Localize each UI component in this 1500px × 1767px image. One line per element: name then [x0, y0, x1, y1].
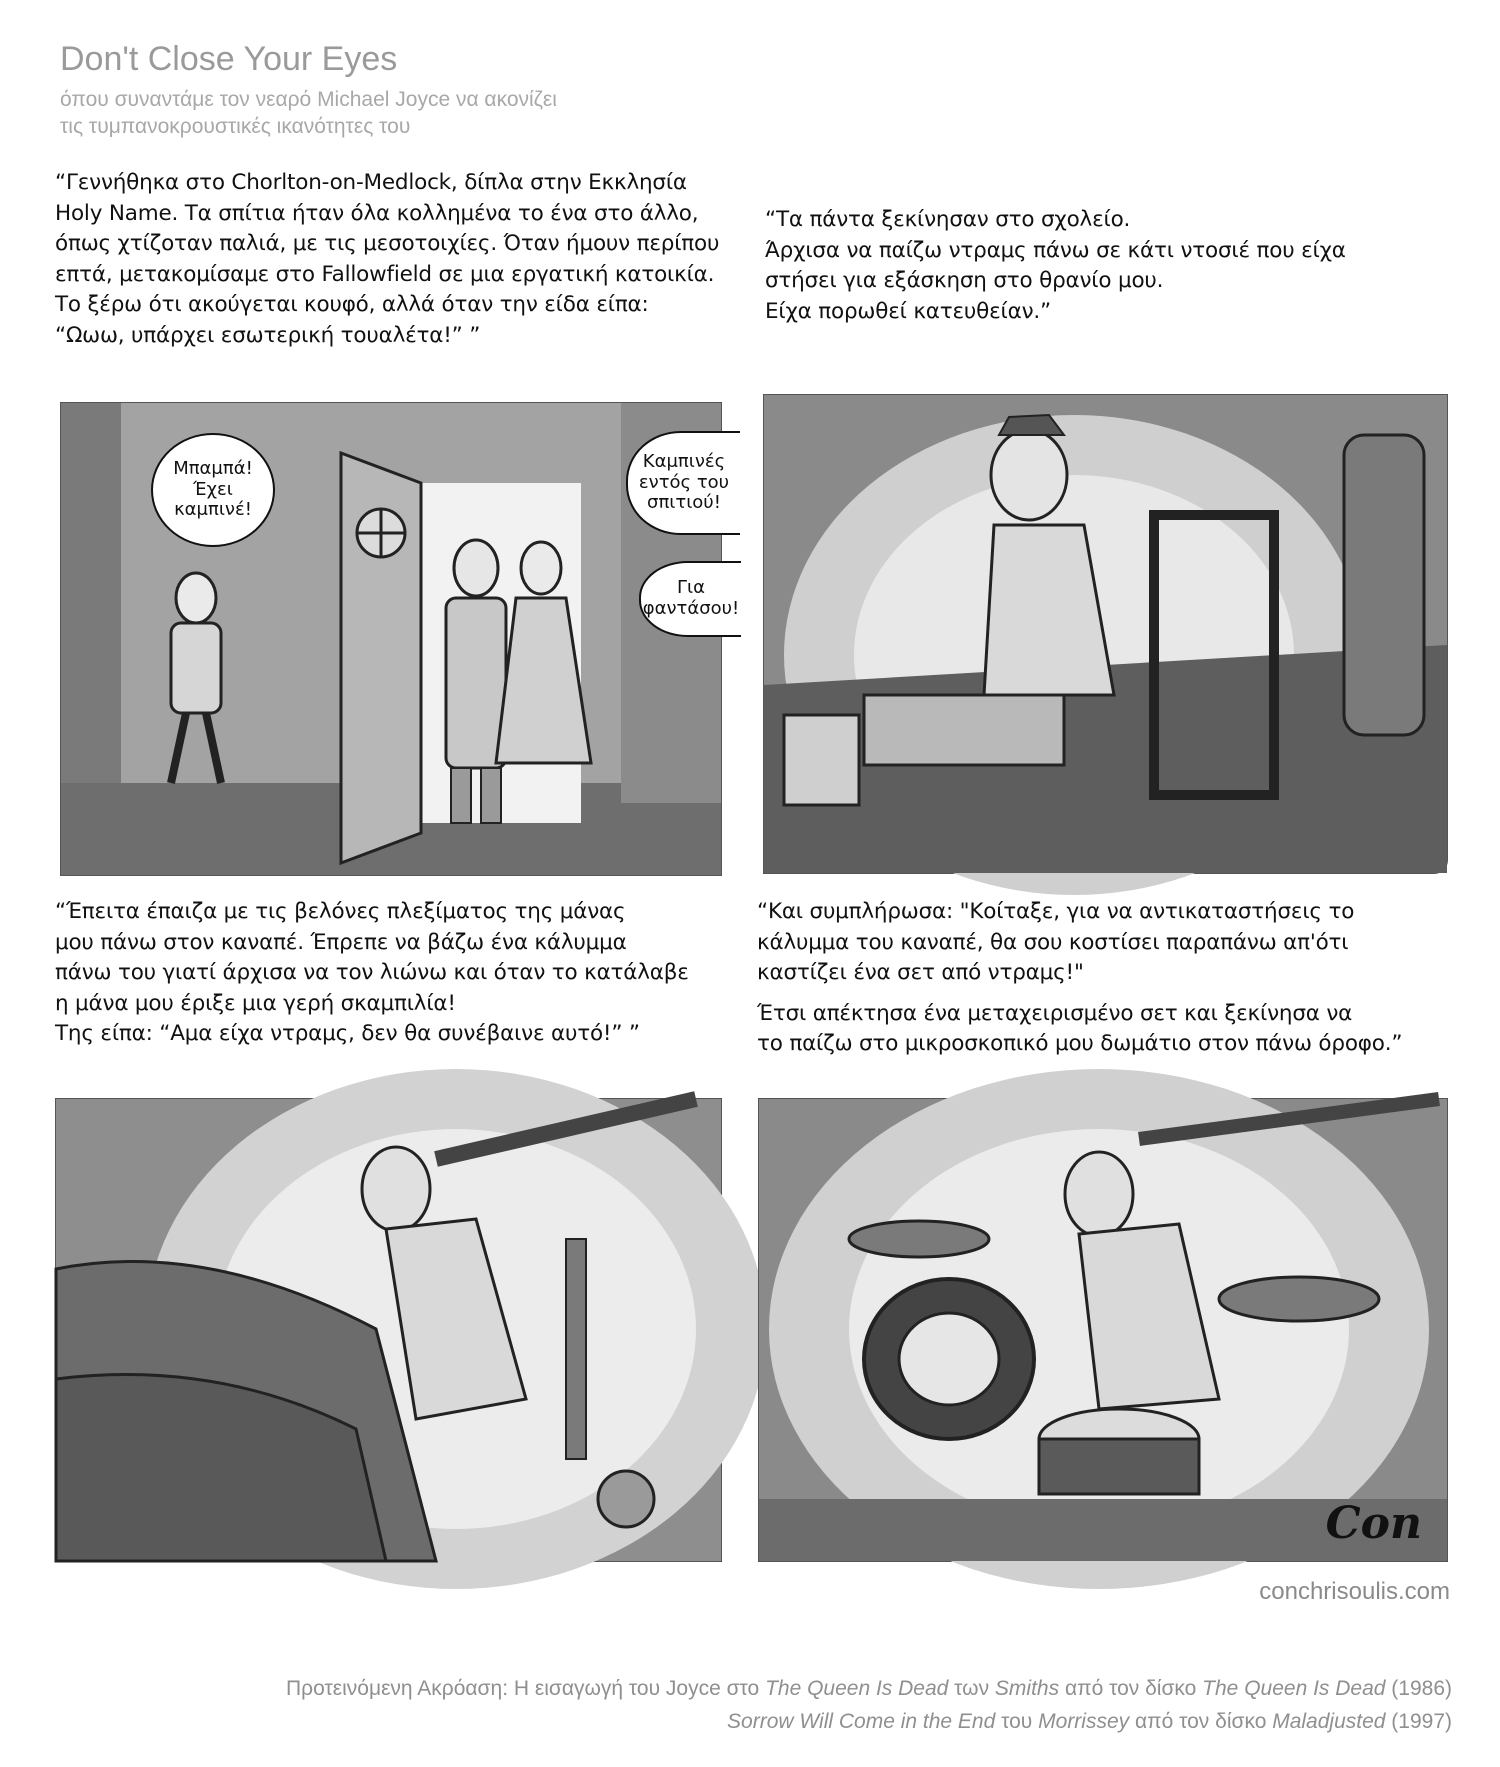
album-title: The Queen Is Dead	[1202, 1677, 1386, 1700]
bubble-line: Μπαμπά!	[173, 457, 253, 479]
panel-1-doorway	[60, 402, 740, 876]
bubble-line: Για	[677, 577, 705, 599]
caption-line: “Γεννήθηκα στο Chorlton-on-Medlock, δίπλα στην Εκκλησία	[55, 170, 687, 195]
album-year: (1986)	[1385, 1677, 1452, 1700]
caption-line: Άρχισα να παίζω ντραμς πάνω σε κάτι ντοσιέ που είχα	[765, 237, 1346, 263]
subtitle-line: όπου συναντάμε τον νεαρό Michael Joyce να ακονίζει	[60, 88, 557, 111]
artist-signature: Con	[1325, 1498, 1422, 1549]
website-link[interactable]: conchrisoulis.com	[1259, 1578, 1450, 1605]
caption-panel-2	[765, 205, 1346, 327]
footer-text: από τον δίσκο	[1129, 1709, 1273, 1733]
caption-line: Holy Name. Τα σπίτια ήταν όλα κολλημένα το ένα στο άλλο,	[55, 200, 699, 226]
caption-line: “Έπειτα έπαιζα με τις βελόνες πλεξίματος της μάνας	[55, 899, 626, 924]
panel-3-sofa	[55, 1098, 722, 1562]
caption-line: Της είπα: “Αμα είχα ντραμς, δεν θα συνέβαινε αυτό!” ”	[55, 1021, 640, 1047]
caption-line: Το ξέρω ότι ακούγεται κουφό, αλλά όταν την είδα είπα:	[55, 292, 649, 318]
bubble-line: Καμπινές	[642, 450, 726, 472]
caption-line: καστίζει ένα σετ από ντραμς!"	[757, 960, 1084, 986]
speech-bubble-mother	[639, 561, 741, 637]
caption-line: “Και συμπλήρωσα: "Κοίταξε, για να αντικαταστήσεις το	[757, 899, 1355, 924]
caption-line: το παίζω στο μικροσκοπικό μου δωμάτιο στον πάνω όροφο.”	[757, 1031, 1403, 1057]
caption-panel-1	[55, 168, 719, 351]
speech-bubble-boy	[151, 433, 275, 547]
subtitle-line: τις τυμπανοκρουστικές ικανότητες του	[60, 115, 411, 139]
comic-subtitle	[60, 86, 660, 141]
panel-4-illustration	[759, 1099, 1447, 1561]
song-title: Sorrow Will Come in the End	[727, 1709, 996, 1733]
caption-line: επτά, μετακομίσαμε στο Fallowfield σε μια εργατική κατοικία.	[55, 261, 715, 287]
footer-text: του	[995, 1709, 1039, 1733]
caption-line: πάνω του γιατί άρχισα να τον λιώνω και όταν το κατάλαβε	[55, 960, 689, 986]
caption-line: στήσει για εξάσκηση στο θρανίο μου.	[765, 268, 1164, 294]
speech-bubble-father	[626, 431, 740, 535]
bubble-line: Έχει	[193, 478, 233, 500]
caption-line: όπως χτίζοταν παλιά, με τις μεσοτοιχίες. Όταν ήμουν περίπου	[55, 231, 720, 257]
caption-line: Είχα πορωθεί κατευθείαν.”	[765, 298, 1051, 324]
caption-line: η μάνα μου έριξε μια γερή σκαμπιλία!	[55, 990, 456, 1016]
caption-line: “Ωωω, υπάρχει εσωτερική τουαλέτα!” ”	[55, 322, 481, 348]
bubble-line: σπιτιού!	[647, 492, 721, 514]
panel-2-illustration	[764, 395, 1447, 873]
caption-panel-4	[757, 897, 1402, 1060]
panel-3-illustration	[56, 1099, 721, 1561]
bubble-line: φαντάσου!	[642, 598, 740, 619]
caption-line: κάλυμμα του καναπέ, θα σου κοστίσει παραπάνω απ'ότι	[757, 929, 1349, 955]
album-title: Maladjusted	[1272, 1709, 1386, 1733]
caption-line: “Τα πάντα ξεκίνησαν στο σχολείο.	[765, 207, 1131, 232]
caption-panel-3	[55, 897, 689, 1050]
panel-4-drum-kit	[758, 1098, 1448, 1562]
footer-text: Προτεινόμενη Ακρόαση: Η εισαγωγή του Joyce στο	[285, 1677, 766, 1700]
footer-line-1	[286, 1673, 1452, 1706]
artist-name: Morrissey	[1038, 1709, 1130, 1733]
footer-text: των	[948, 1677, 995, 1700]
comic-title: Don't Close Your Eyes	[60, 40, 398, 78]
artist-name: Smiths	[994, 1677, 1060, 1700]
caption-line: μου πάνω στον καναπέ. Έπρεπε να βάζω ένα κάλυμμα	[55, 929, 627, 955]
album-year: (1997)	[1385, 1709, 1452, 1733]
footer-line-2	[286, 1706, 1452, 1739]
bubble-line: καμπινέ!	[174, 499, 252, 521]
bubble-line: εντός του	[638, 471, 730, 493]
footer-text: από τον δίσκο	[1059, 1677, 1203, 1700]
song-title: The Queen Is Dead	[765, 1677, 949, 1700]
panel-2-school-desk	[763, 394, 1448, 874]
caption-line: Έτσι απέκτησα ένα μεταχειρισμένο σετ και ξεκίνησα να	[757, 1000, 1353, 1026]
recommended-listening	[286, 1673, 1452, 1738]
